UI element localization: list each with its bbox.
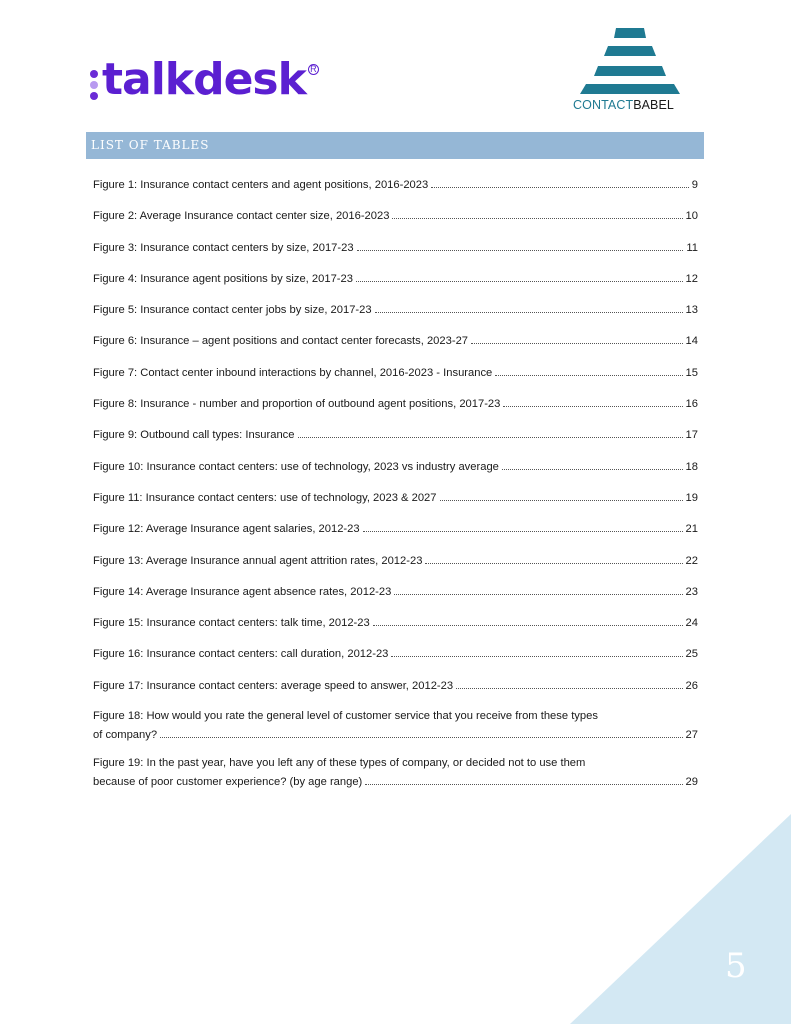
- toc-entry[interactable]: [93, 677, 698, 708]
- toc-leader-dots: [495, 364, 682, 376]
- toc-entry[interactable]: [93, 458, 698, 489]
- toc-entry-page: 14: [685, 335, 698, 348]
- toc-entry-page: 9: [691, 179, 698, 191]
- toc-leader-dots: [357, 239, 684, 251]
- toc-entry-title: Figure 16: Insurance contact centers: call duration, 2012-23: [93, 648, 389, 661]
- toc-entry-page: 10: [685, 210, 698, 223]
- section-header-bar: [86, 132, 704, 159]
- toc-entry-title: Figure 8: Insurance - number and proportion of outbound agent positions, 2017-23: [93, 398, 501, 411]
- contactbabel-logo-text: [573, 98, 674, 112]
- toc-entry[interactable]: [93, 583, 698, 614]
- toc-entry-title-line2: of company?: [93, 729, 158, 742]
- toc-leader-dots: [392, 207, 682, 219]
- toc-entry[interactable]: [93, 176, 698, 207]
- toc-leader-dots: [375, 301, 683, 313]
- toc-entry[interactable]: [93, 364, 698, 395]
- toc-entry[interactable]: [93, 207, 698, 238]
- toc-entry-title: Figure 7: Contact center inbound interactions by channel, 2016-2023 - Insurance: [93, 366, 493, 379]
- toc-entry-title-line1: Figure 19: In the past year, have you left any of these types of company, or decided not to use them: [93, 756, 586, 769]
- talkdesk-dots-icon: [90, 70, 98, 100]
- toc-entry-title: Figure 10: Insurance contact centers: use of technology, 2023 vs industry average: [93, 460, 499, 473]
- toc-leader-dots: [365, 773, 682, 785]
- toc-leader-dots: [425, 552, 682, 564]
- toc-entry-title: Figure 6: Insurance – agent positions and contact center forecasts, 2023-27: [93, 335, 469, 348]
- toc-entry-page: 12: [685, 272, 698, 285]
- toc-leader-dots: [356, 270, 683, 282]
- toc-entry-page: 11: [686, 241, 698, 254]
- contactbabel-pyramid-icon: [572, 28, 692, 96]
- toc-leader-dots: [394, 583, 682, 595]
- toc-entry-page: 22: [685, 554, 698, 567]
- toc-entry-page: 16: [685, 398, 698, 411]
- toc-entry-title: Figure 11: Insurance contact centers: use of technology, 2023 & 2027: [93, 491, 437, 504]
- toc-entry[interactable]: [93, 520, 698, 551]
- toc-leader-dots: [373, 614, 683, 626]
- toc-entry-title: Figure 12: Average Insurance agent salaries, 2012-23: [93, 523, 360, 536]
- toc-entry[interactable]: [93, 645, 698, 676]
- toc-entry-page: 26: [685, 679, 698, 692]
- toc-entry-title: Figure 3: Insurance contact centers by size, 2017-23: [93, 241, 354, 254]
- toc-leader-dots: [363, 520, 683, 532]
- registered-mark-icon: R: [308, 64, 319, 75]
- toc-entry[interactable]: [93, 270, 698, 301]
- toc-entry-page: 19: [685, 491, 698, 504]
- talkdesk-logo-text: talkdesk: [102, 54, 306, 105]
- toc-entry-page: 18: [685, 460, 698, 473]
- toc-entry-title: Figure 4: Insurance agent positions by size, 2017-23: [93, 272, 353, 285]
- toc-entry[interactable]: [93, 426, 698, 457]
- toc-entry-page: 25: [685, 648, 698, 661]
- toc-entry-title-line1: Figure 18: How would you rate the general level of customer service that you receive from these types: [93, 710, 598, 723]
- toc-leader-dots: [391, 645, 682, 657]
- corner-triangle-decoration: [570, 814, 791, 1024]
- talkdesk-logo: [90, 54, 319, 105]
- toc-entry-page: 21: [685, 523, 698, 536]
- contactbabel-word-babel: BABEL: [633, 98, 674, 112]
- toc-entry-title: Figure 9: Outbound call types: Insurance: [93, 429, 295, 442]
- toc-entry-page: 29: [685, 775, 698, 788]
- toc-entry-page: 13: [685, 304, 698, 317]
- toc-leader-dots: [431, 176, 689, 188]
- toc-entry-page: 27: [685, 729, 698, 742]
- toc-leader-dots: [456, 677, 682, 689]
- toc-entry-title: Figure 1: Insurance contact centers and agent positions, 2016-2023: [93, 179, 429, 191]
- toc-entry-page: 15: [685, 366, 698, 379]
- contactbabel-logo: [572, 28, 692, 118]
- toc-entry[interactable]: [93, 239, 698, 270]
- toc-entry[interactable]: [93, 301, 698, 332]
- toc-entry[interactable]: [93, 395, 698, 426]
- toc-entry-title: Figure 17: Insurance contact centers: average speed to answer, 2012-23: [93, 679, 454, 692]
- toc-entry-title-line2: because of poor customer experience? (by age range): [93, 775, 363, 788]
- toc-entry-page: 17: [685, 429, 698, 442]
- list-of-tables: [93, 176, 698, 801]
- section-title: LIST OF TABLES: [91, 138, 210, 152]
- contactbabel-word-contact: CONTACT: [573, 98, 634, 112]
- toc-entry[interactable]: [93, 614, 698, 645]
- toc-leader-dots: [298, 426, 683, 438]
- toc-entry-page: 24: [685, 617, 698, 630]
- toc-entry-title: Figure 2: Average Insurance contact center size, 2016-2023: [93, 210, 390, 223]
- toc-leader-dots: [503, 395, 682, 407]
- toc-entry-title: Figure 5: Insurance contact center jobs by size, 2017-23: [93, 304, 372, 317]
- toc-leader-dots: [471, 332, 683, 344]
- toc-entry[interactable]: [93, 708, 698, 755]
- toc-entry-page: 23: [685, 585, 698, 598]
- toc-leader-dots: [502, 458, 683, 470]
- toc-entry-title: Figure 14: Average Insurance agent absence rates, 2012-23: [93, 585, 392, 598]
- toc-entry-title: Figure 13: Average Insurance annual agent attrition rates, 2012-23: [93, 554, 423, 567]
- toc-entry[interactable]: [93, 755, 698, 802]
- page-number: 5: [725, 946, 747, 986]
- toc-leader-dots: [440, 489, 683, 501]
- toc-leader-dots: [160, 726, 682, 738]
- toc-entry-title: Figure 15: Insurance contact centers: talk time, 2012-23: [93, 617, 370, 630]
- toc-entry[interactable]: [93, 332, 698, 363]
- toc-entry[interactable]: [93, 552, 698, 583]
- toc-entry[interactable]: [93, 489, 698, 520]
